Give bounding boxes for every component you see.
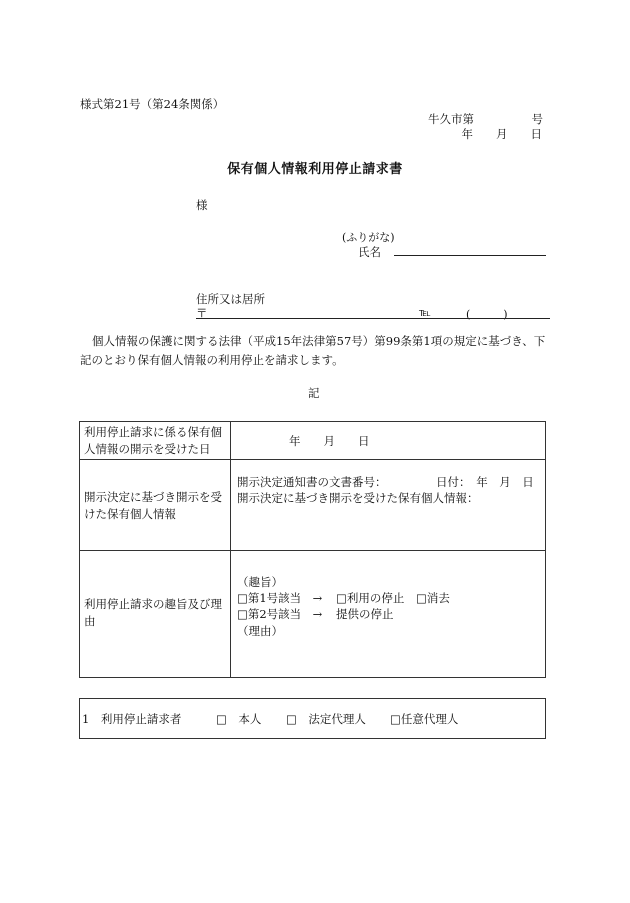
requester-voluntary-agent-checkbox[interactable]: □任意代理人	[390, 712, 459, 726]
row2-label: 開示決定に基づき開示を受けた保有個人情報	[84, 490, 222, 521]
name-field[interactable]	[394, 255, 546, 256]
ki-heading: 記	[308, 386, 320, 400]
row2-info-label: 開示決定に基づき開示を受けた保有個人情報：	[237, 491, 479, 505]
address-field[interactable]	[196, 318, 550, 319]
furigana-label: (ふりがな)	[342, 231, 395, 244]
row3-label: 利用停止請求の趣旨及び理由	[84, 597, 222, 628]
option-item2-checkbox[interactable]: □第2号該当 →	[237, 607, 334, 621]
tel-paren: ( )	[466, 308, 508, 321]
postal-mark: 〒	[196, 306, 208, 320]
reason-label: （理由）	[237, 624, 283, 638]
tel-label: ℡	[419, 306, 431, 319]
intro-paragraph: 個人情報の保護に関する法律（平成15年法律第57号）第99条第1項の規定に基づき、下記のとおり保有個人情報の利用停止を請求します。	[80, 334, 546, 367]
row1-date[interactable]: 年 月 日	[289, 434, 370, 448]
option-item1-checkbox[interactable]: □第1号該当 →	[237, 591, 334, 605]
requester-legal-agent-checkbox[interactable]: □ 法定代理人	[286, 712, 366, 726]
address-label: 住所又は居所	[196, 292, 265, 306]
document-number: 牛久市第 号	[428, 112, 543, 126]
row1-label: 利用停止請求に係る保有個人情報の開示を受けた日	[84, 425, 222, 456]
issue-date: 年 月 日	[461, 127, 542, 141]
option-stop-provision: 提供の停止	[336, 607, 394, 621]
requester-self-checkbox[interactable]: □ 本人	[216, 712, 262, 726]
table-row-divider-2	[79, 550, 546, 551]
option-erase-checkbox[interactable]: □消去	[416, 591, 450, 605]
name-label: 氏名	[358, 245, 381, 259]
requester-label: 1 利用停止請求者	[82, 712, 182, 726]
option-stop-use-checkbox[interactable]: □利用の停止	[336, 591, 405, 605]
page-title: 保有個人情報利用停止請求書	[227, 162, 403, 177]
form-number: 様式第21号（第24条関係）	[80, 97, 225, 111]
row2-document-number-label: 開示決定通知書の文書番号：	[237, 475, 387, 489]
row2-date-label: 日付： 年 月 日	[436, 475, 534, 489]
table-row-divider-1	[79, 459, 546, 460]
addressee-suffix: 様	[196, 198, 208, 212]
purpose-label: （趣旨）	[237, 575, 283, 589]
